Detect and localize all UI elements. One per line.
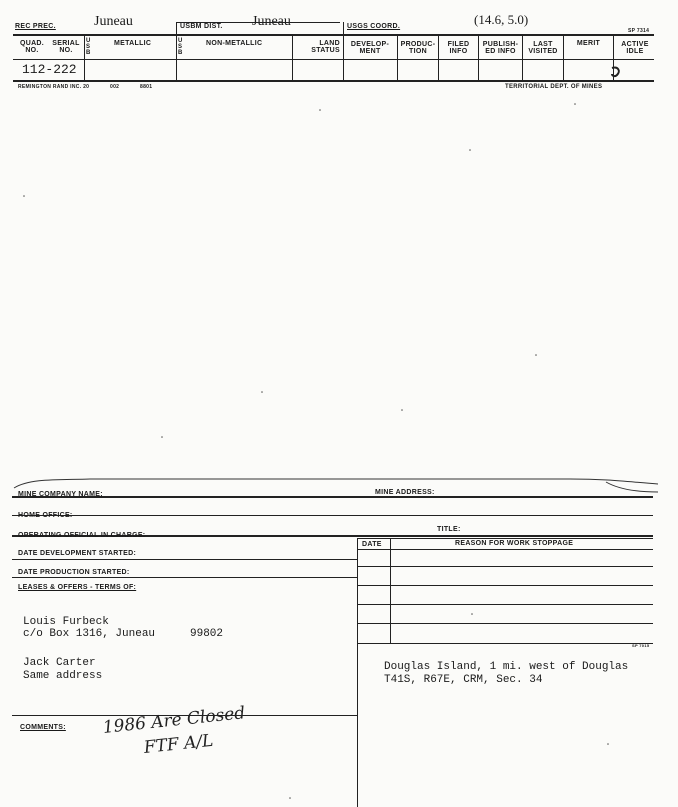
usgs-coord-label: USGS COORD.: [347, 23, 401, 30]
usbm-dist-label: USBM DIST.: [180, 23, 223, 30]
date-prod-started-label: DATE PRODUCTION STARTED:: [18, 569, 130, 576]
leases-label: LEASES & OFFERS - TERMS OF:: [18, 584, 137, 591]
mine-address-label: MINE ADDRESS:: [375, 489, 435, 496]
mine-company-name-label: MINE COMPANY NAME:: [18, 491, 103, 498]
owner1-zip: 99802: [190, 628, 224, 640]
footer-right: TERRITORIAL DEPT. OF MINES: [505, 84, 603, 90]
col-serial-no: SERIAL NO.: [52, 40, 80, 54]
col-usb-metallic: U S B: [86, 38, 91, 56]
owner1-name: Louis Furbeck: [23, 616, 109, 628]
location-line2: T41S, R67E, CRM, Sec. 34: [384, 674, 543, 686]
col-production: PRODUC- TION: [400, 41, 436, 55]
rec-prec-label: REC PREC.: [15, 23, 56, 30]
col-published-info: PUBLISH- ED INFO: [482, 41, 519, 55]
col-merit: MERIT: [576, 40, 601, 47]
col-metallic: METALLIC: [114, 40, 152, 47]
card-edge: [10, 476, 660, 496]
usbm-dist-value: Juneau: [252, 14, 291, 29]
home-office-label: HOME OFFICE:: [18, 512, 73, 519]
handwritten-comment-1: 1986 Are Closed: [101, 703, 247, 738]
col-quad-no: QUAD. NO.: [19, 40, 45, 54]
col-last-visited: LAST VISITED: [528, 41, 558, 55]
footer-mid1: 002: [110, 84, 120, 90]
col-usb-non-metallic: U S B: [178, 38, 183, 56]
owner2-address: Same address: [23, 670, 103, 682]
owner2-name: Jack Carter: [23, 657, 96, 669]
comments-label: COMMENTS:: [20, 724, 66, 731]
col-development: DEVELOP- MENT: [350, 41, 390, 55]
col-non-metallic: NON-METALLIC: [206, 40, 263, 47]
owner1-address: c/o Box 1316, Juneau: [23, 628, 156, 640]
form-code-bottom: SP 7015: [632, 643, 650, 648]
col-filed-info: FILED INFO: [447, 41, 470, 55]
location-line1: Douglas Island, 1 mi. west of Douglas: [384, 661, 629, 673]
handwritten-comment-2: FTF A/L: [142, 730, 215, 758]
stoppage-reason-header: REASON FOR WORK STOPPAGE: [455, 540, 574, 547]
col-active-idle: ACTIVE IDLE: [621, 41, 649, 55]
operating-official-label: OPERATING OFFICIAL IN CHARGE:: [18, 532, 146, 539]
footer-left: REMINGTON RAND INC. 20: [18, 84, 90, 90]
footer-mid2: 8801: [140, 84, 153, 90]
form-code-top: SP 7314: [628, 28, 650, 34]
rec-prec-value: Juneau: [94, 14, 133, 29]
serial-value: 112-222: [22, 62, 77, 77]
date-dev-started-label: DATE DEVELOPMENT STARTED:: [18, 550, 137, 557]
stoppage-date-header: DATE: [362, 541, 382, 548]
title-label: TITLE:: [437, 526, 461, 533]
col-land-status: LAND STATUS: [311, 40, 340, 54]
usgs-coord-value: (14.6, 5.0): [474, 12, 529, 27]
